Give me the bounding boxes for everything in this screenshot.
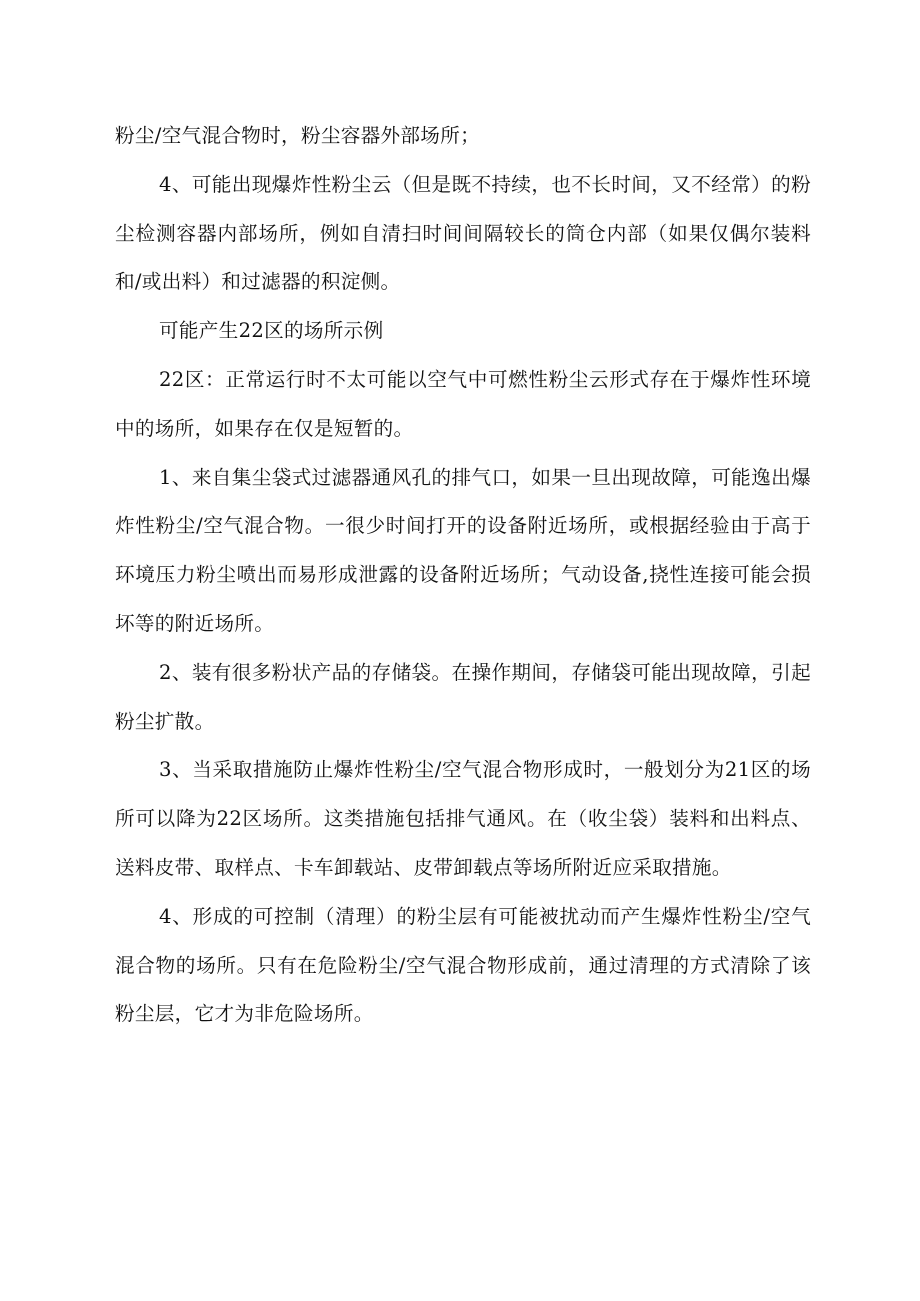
section-heading-zone22-examples: 可能产生22区的场所示例 <box>159 319 384 343</box>
paragraph-item-2: 2、装有很多粉状产品的存储袋。在操作期间，存储袋可能出现故障，引起粉尘扩散。 <box>115 660 811 733</box>
paragraph-continuation: 粉尘/空气混合物时，粉尘容器外部场所； <box>115 124 480 147</box>
document-body <box>115 112 811 1039</box>
paragraph-item-4: 4、形成的可控制（清理）的粉尘层有可能被扰动而产生爆炸性粉尘/空气混合物的场所。只有在危险粉尘/空气混合物形成前，通过清理的方式清除了该粉尘层，它才为非危险场所。 <box>115 904 811 1026</box>
paragraph-item-4-zone21: 4、可能出现爆炸性粉尘云（但是既不持续，也不长时间，又不经常）的粉尘检测容器内部场所，例如自清扫时间间隔较长的筒仓内部（如果仅偶尔装料和/或出料）和过滤器的积淀侧。 <box>115 172 811 294</box>
paragraph-item-3: 3、当采取措施防止爆炸性粉尘/空气混合物形成时，一般划分为21区的场所可以降为22区场所。这类措施包括排气通风。在（收尘袋）装料和出料点、送料皮带、取样点、卡车卸载站、皮带卸载点等场所附近应采取措施。 <box>115 758 811 879</box>
paragraph-zone22-definition: 22区：正常运行时不太可能以空气中可燃性粉尘云形式存在于爆炸性环境中的场所，如果存在仅是短暂的。 <box>115 367 811 440</box>
paragraph-item-1: 1、来自集尘袋式过滤器通风孔的排气口，如果一旦出现故障，可能逸出爆炸性粉尘/空气混合物。一很少时间打开的设备附近场所，或根据经验由于高于环境压力粉尘喷出而易形成泄露的设备附近场所；气动设备,挠性连接可能会损坏等的附近场所。 <box>115 465 811 635</box>
